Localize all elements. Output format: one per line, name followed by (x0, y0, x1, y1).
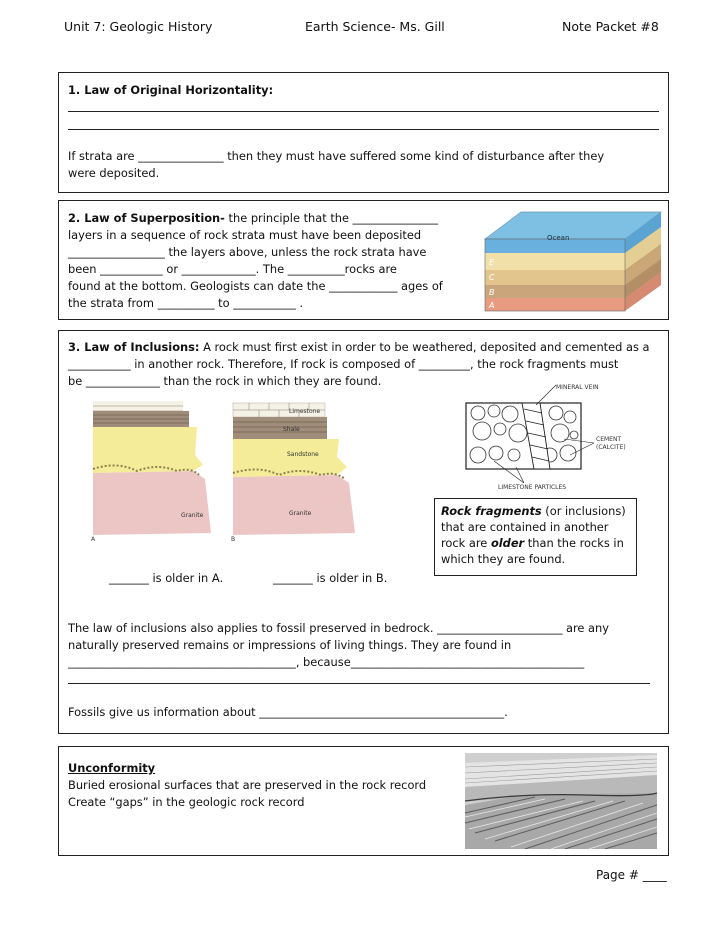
section-3-line-1 (68, 339, 650, 356)
callout-text: than the rocks in (524, 536, 624, 550)
callout-line-1-text: (or inclusions) (541, 504, 626, 518)
section-3-line-1-text: A rock must first exist in order to be weathered, deposited and cemented as a (199, 340, 650, 354)
figure-label: MINERAL VEIN (556, 384, 599, 391)
section-3-line-3: be _____________ than the rock in which they are found. (68, 374, 382, 388)
answer-line (68, 129, 659, 130)
section-2-line-3: _________________ the layers above, unless the rock strata have (68, 245, 427, 259)
unconformity-photo (465, 753, 657, 849)
section-3-line-2: ___________ in another rock. Therefore, If rock is composed of _________, the rock fragments must (68, 357, 619, 371)
layer-label: Limestone (289, 408, 321, 415)
fossil-line-4: Fossils give us information about ___________________________________________. (68, 705, 508, 719)
section-1-line-2: were deposited. (68, 166, 160, 180)
callout-term: Rock fragments (441, 504, 542, 518)
limestone-particles-diagram (464, 381, 664, 491)
callout-text: rock are (441, 536, 491, 550)
fossil-line-2: naturally preserved remains or impressions of living things. They are found in (68, 638, 512, 652)
figure-label: CEMENT (596, 436, 622, 443)
fossil-line-3: ________________________________________, because_________________________________________ (68, 655, 585, 669)
section-4-line-1: Buried erosional surfaces that are preserved in the rock record (68, 778, 427, 792)
layer-label: A (489, 301, 495, 310)
header-course: Earth Science- Ms. Gill (305, 19, 445, 34)
older-in-b: _______ is older in B. (273, 571, 388, 585)
layer-label: B (489, 288, 495, 297)
callout-emphasis: older (490, 536, 525, 550)
figure-letter-a: A (91, 536, 96, 541)
layer-label: Shale (283, 426, 300, 433)
ocean-label: Ocean (547, 234, 570, 242)
figure-label: LIMESTONE PARTICLES (498, 484, 567, 491)
section-unconformity (58, 746, 669, 856)
section-2-line-1-text: the principle that the _______________ (224, 211, 439, 225)
older-in-a: _______ is older in A. (109, 571, 224, 585)
section-2-line-1 (68, 210, 438, 227)
section-2-line-4: been ___________ or _____________. The __________rocks are (68, 262, 397, 276)
figure-label: (CALCITE) (596, 444, 626, 451)
section-1-title: 1. Law of Original Horizontality: (68, 83, 274, 97)
strata-block-diagram (481, 209, 666, 314)
header-unit: Unit 7: Geologic History (64, 19, 213, 34)
callout-line-4: which they are found. (441, 552, 566, 566)
header-packet: Note Packet #8 (562, 19, 659, 34)
layer-label: Granite (181, 512, 204, 519)
rock-fragments-callout (434, 498, 637, 576)
page-number: Page # ____ (596, 868, 667, 882)
section-1-line-1: If strata are _______________ then they must have suffered some kind of disturbance after they (68, 149, 605, 163)
inclusion-diagram-a (87, 399, 217, 541)
section-4-line-2: Create “gaps” in the geologic rock record (68, 795, 305, 809)
section-superposition (58, 200, 669, 320)
answer-line (68, 111, 659, 112)
answer-line (68, 683, 650, 684)
section-2-line-2: layers in a sequence of rock strata must have been deposited (68, 228, 422, 242)
layer-label: C (489, 273, 495, 282)
section-4-title: Unconformity (68, 761, 156, 775)
callout-line-3 (441, 535, 624, 552)
layer-label: Sandstone (287, 451, 319, 458)
section-inclusions (58, 330, 669, 734)
layer-label: E (489, 258, 495, 267)
section-2-title: 2. Law of Superposition- (68, 211, 225, 225)
section-2-line-5: found at the bottom. Geologists can date the ____________ ages of (68, 279, 443, 293)
callout-line-1 (441, 503, 626, 520)
callout-line-2: that are contained in another (441, 520, 609, 534)
figure-letter-b: B (231, 536, 236, 541)
fossil-line-1: The law of inclusions also applies to fossil preserved in bedrock. ______________________ are any (68, 621, 609, 635)
section-2-line-6: the strata from __________ to ___________ . (68, 296, 304, 310)
inclusion-diagram-b (229, 399, 379, 541)
section-3-title: 3. Law of Inclusions: (68, 340, 200, 354)
section-horizontality (58, 72, 669, 193)
layer-label: Granite (289, 510, 312, 517)
